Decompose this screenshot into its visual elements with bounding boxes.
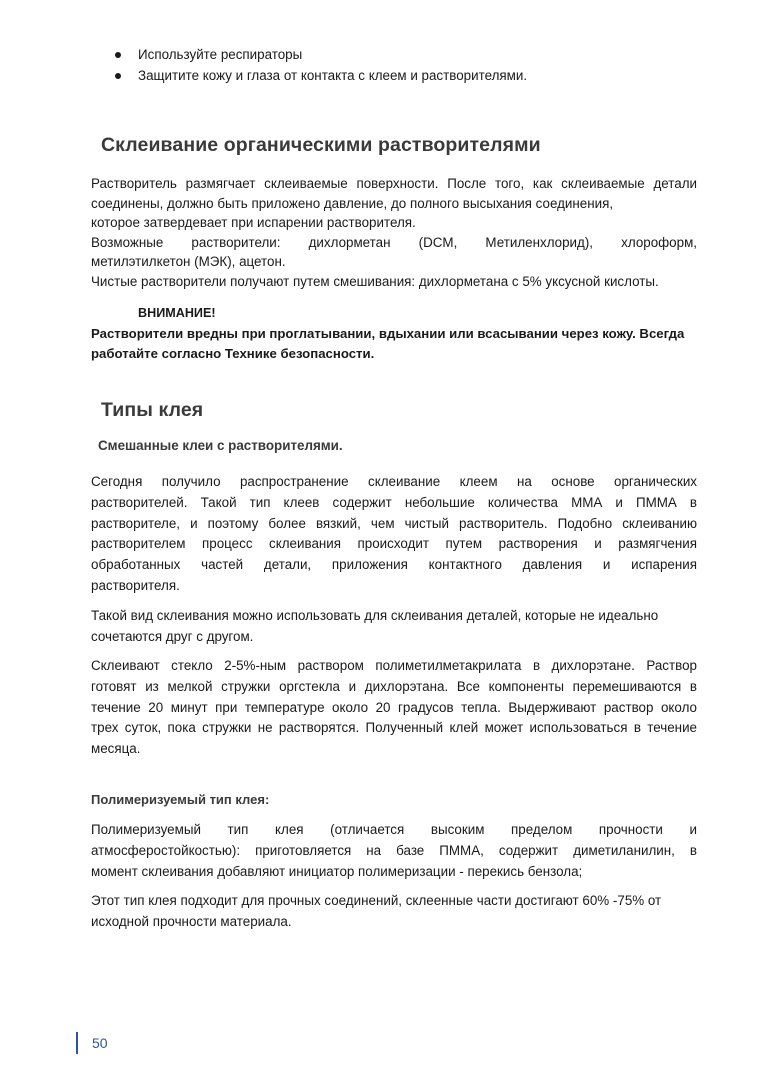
pmma-solution-paragraph [91, 656, 697, 760]
text-line: Этот тип клея подходит для прочных соединений, склеенные части достигают 60% -75% от [91, 893, 662, 908]
text-line: растворителем процесс склеивания происходит путем растворения и размягчения [91, 536, 697, 552]
footer-accent-bar [76, 1032, 78, 1054]
section-heading-solvents: Склеивание органическими растворителями [101, 134, 541, 156]
warning-title: ВНИМАНИЕ! [138, 306, 216, 320]
text-line: готовят из мелкой стружки оргстекла и дихлорэтана. Все компоненты перемешиваются в [91, 678, 697, 694]
bullet-item: Используйте респираторы [91, 44, 697, 65]
text-line: атмосферостойкостью): приготовляется на базе ПММА, содержит диметиланилин, в [91, 842, 697, 858]
warning-text [91, 324, 697, 364]
text-line: месяца. [91, 741, 141, 757]
text-line: работайте согласно Технике безопасности. [91, 346, 375, 361]
text-line: соединены, должно быть приложено давление, до полного высыхания соединения, [91, 195, 614, 211]
text-line: Такой вид склеивания можно использовать для склеивания деталей, которые не идеально [91, 608, 659, 623]
section-heading-glue-types: Типы клея [101, 399, 204, 421]
mixed-glues-paragraph [91, 472, 697, 597]
safety-bullet-list [91, 44, 697, 86]
text-line: момент склеивания добавляют инициатор полимеризации - перекись бензола; [91, 863, 583, 879]
text-line: Склеивают стекло 2-5%-ным раствором полиметилметакрилата в дихлорэтане. Раствор [91, 658, 697, 673]
text-line: обработанных частей детали, приложения контактного давления и испарения [91, 557, 697, 573]
text-line: Чистые растворители получают путем смешивания: дихлорметана с 5% уксусной кислоты. [91, 273, 659, 289]
fit-paragraph [91, 606, 697, 648]
polymerizable-paragraph [91, 820, 697, 882]
text-line: Возможные растворители: дихлорметан (DCM, Метиленхлорид), хлороформ, [91, 234, 697, 250]
text-line: Сегодня получило распространение склеивание клеем на основе органических [91, 474, 697, 489]
strength-paragraph [91, 891, 697, 933]
text-line: метилэтилкетон (МЭК), ацетон. [91, 254, 286, 270]
bullet-item: Защитите кожу и глаза от контакта с клеем и растворителями. [91, 65, 697, 86]
text-line: растворителе, и поэтому более вязкий, чем чистый растворитель. Подобно склеиванию [91, 515, 697, 531]
text-line: сочетаются друг с другом. [91, 628, 254, 644]
text-line: течение 20 минут при температуре около 20 градусов тепла. Выдерживают раствор около [91, 699, 697, 715]
text-line: которое затвердевает при испарении растворителя. [91, 215, 416, 231]
text-line: исходной прочности материала. [91, 913, 292, 929]
solvents-intro-paragraph [91, 174, 697, 292]
subheading-polymerizable: Полимеризуемый тип клея: [91, 792, 270, 807]
subheading-mixed-glues: Смешанные клеи с растворителями. [98, 438, 343, 453]
text-line: трех суток, пока стружки не растворятся. Полученный клей может использоваться в течение [91, 720, 697, 736]
bullet-dot-icon [115, 52, 121, 58]
text-line: Растворитель размягчает склеиваемые поверхности. После того, как склеиваемые детали [91, 176, 697, 191]
page-number: 50 [92, 1035, 108, 1051]
text-line: Растворители вредны при проглатывании, вдыхании или всасывании через кожу. Всегда [91, 326, 685, 341]
text-line: растворителей. Такой тип клеев содержит небольшие количества ММА и ПММА в [91, 494, 697, 510]
text-line: растворителя. [91, 577, 180, 593]
text-line: Полимеризуемый тип клея (отличается высоким пределом прочности и [91, 822, 697, 837]
bullet-dot-icon [115, 73, 121, 79]
